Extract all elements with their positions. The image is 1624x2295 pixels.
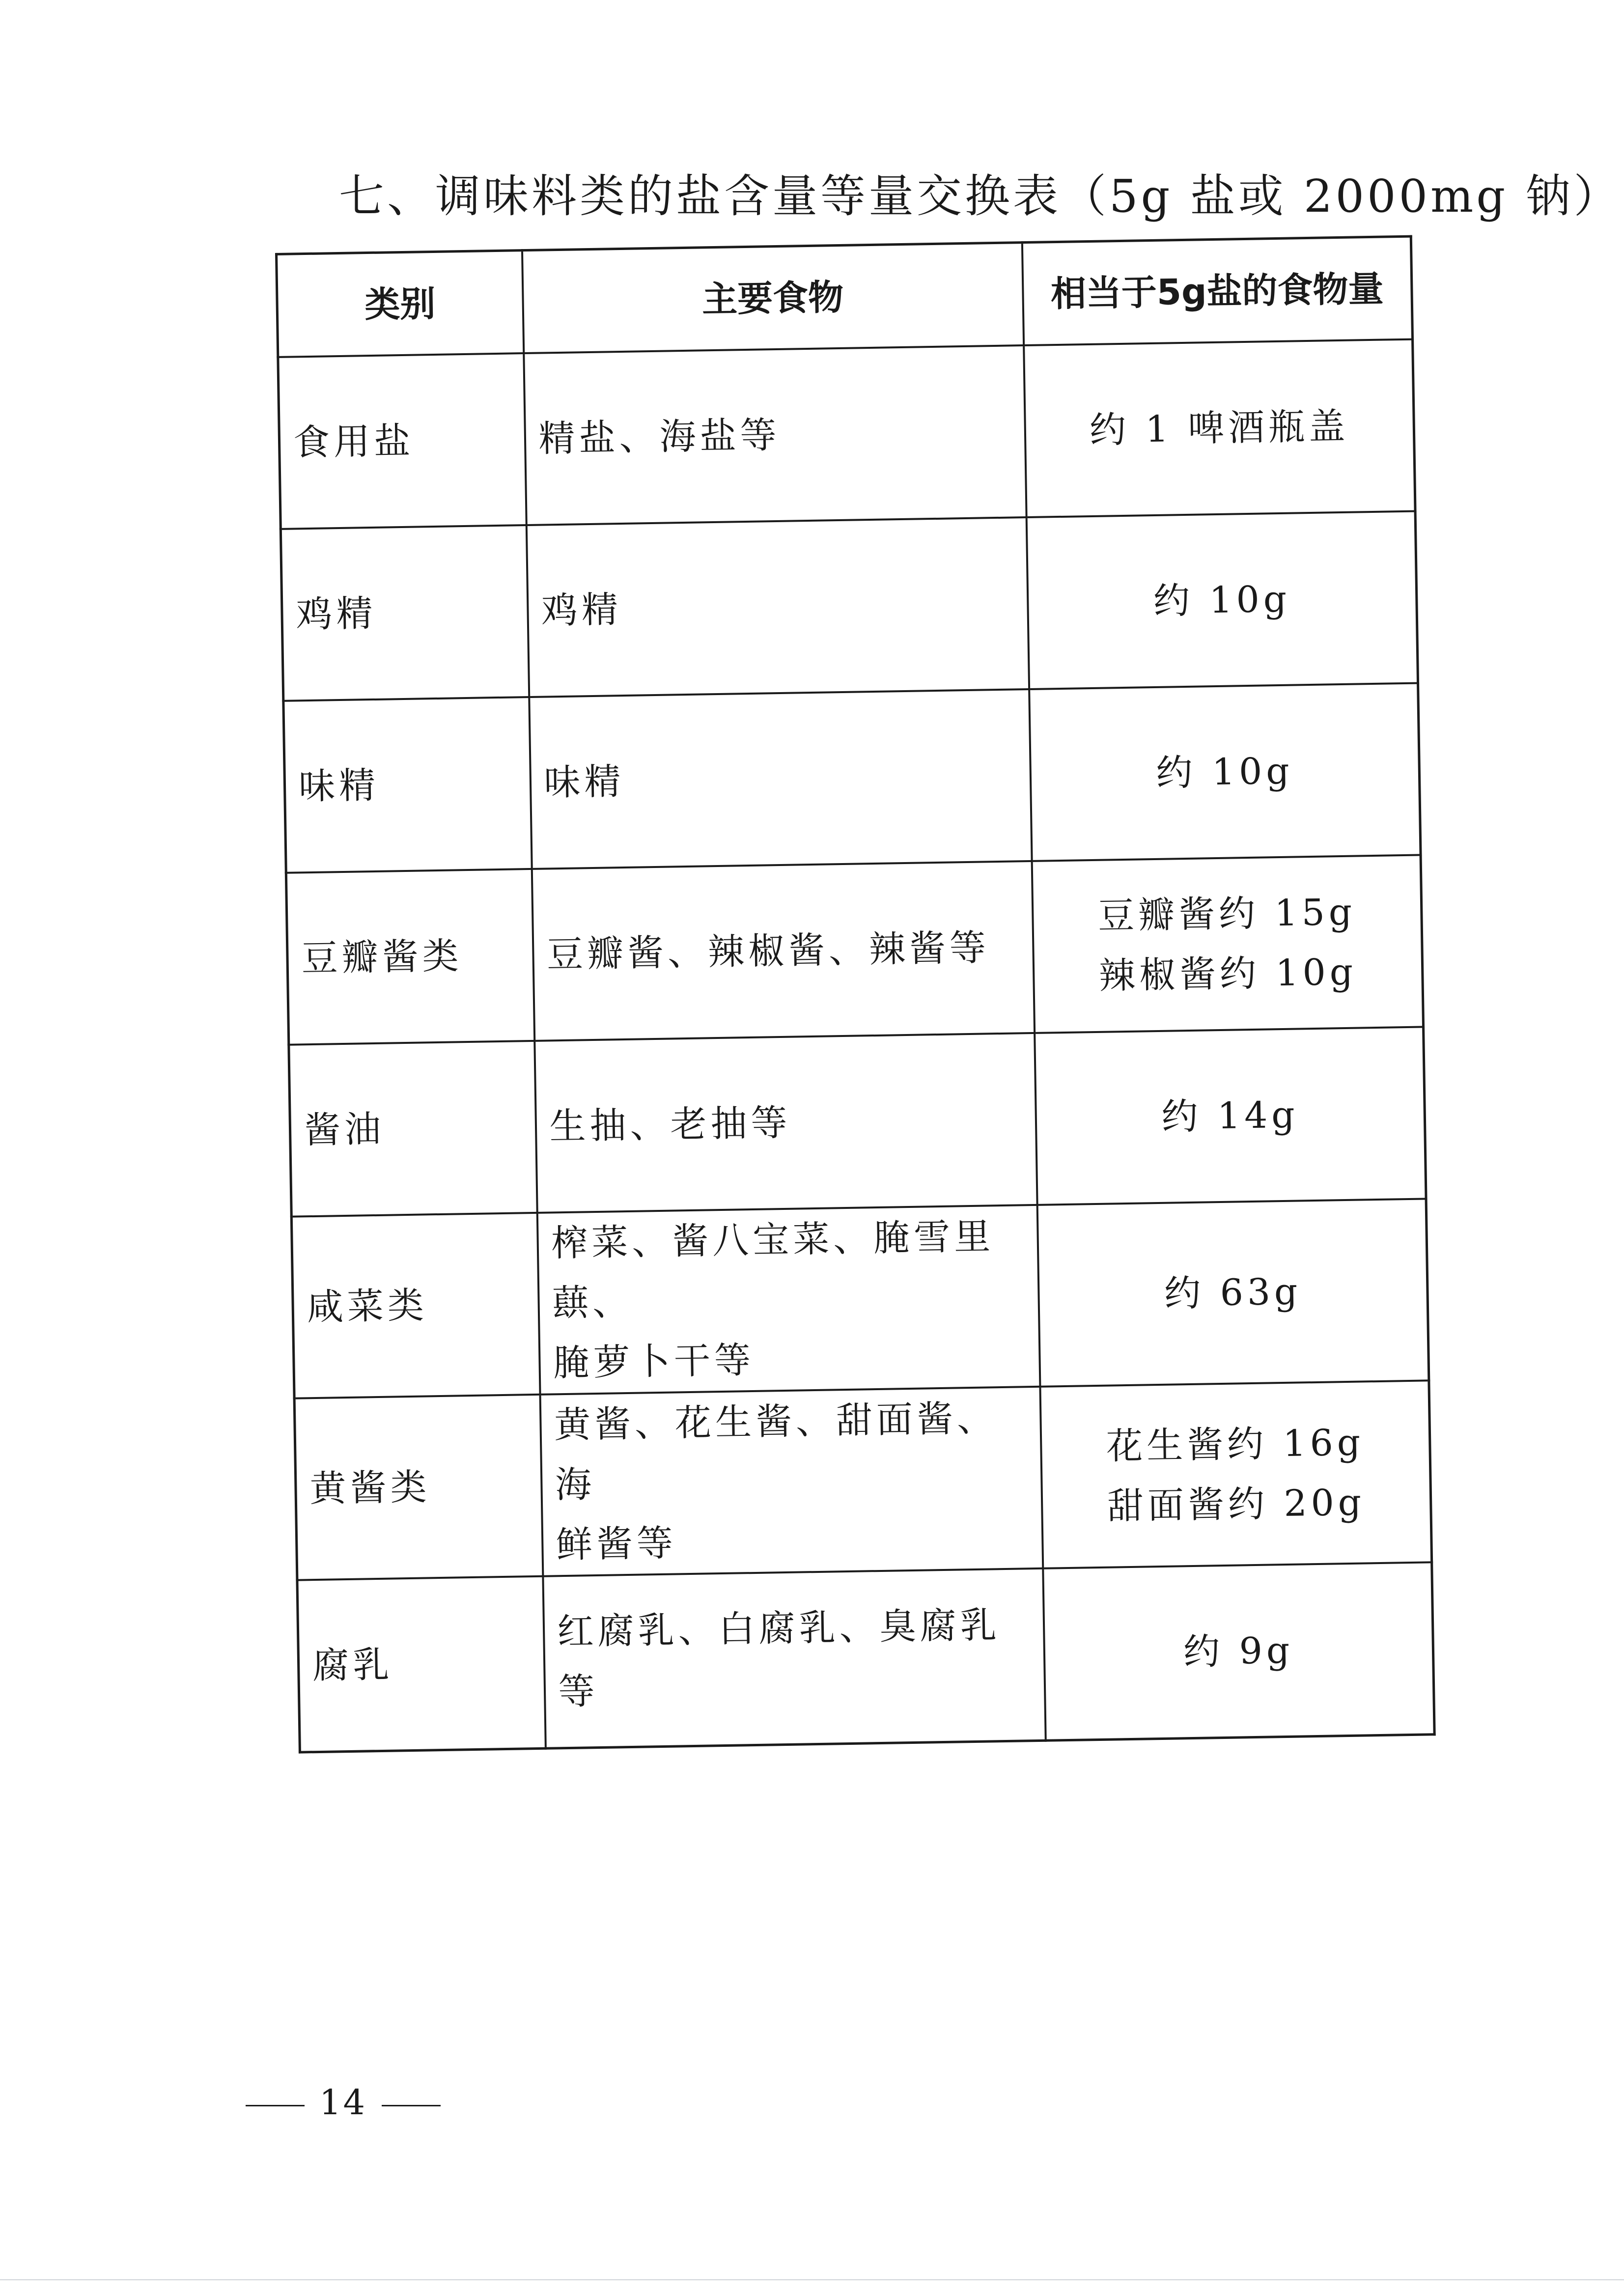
page-number [231, 2075, 455, 2129]
foods-line: 鸡精 [541, 588, 622, 632]
scan-edge-line [0, 2279, 1624, 2280]
amount-line: 甜面酱约 20g [1107, 1481, 1366, 1528]
category-cell: 黄酱类 [294, 1395, 543, 1580]
page-number-right-dash [382, 2105, 441, 2106]
page-title: 七、调味料类的盐含量等量交换表（5g 盐或 2000mg 钠） [339, 170, 1622, 223]
table-row [289, 1027, 1426, 1216]
foods-cell [534, 1033, 1037, 1213]
amount-line: 豆瓣酱约 15g [1097, 891, 1356, 937]
header-category: 类别 [277, 251, 524, 357]
table-header-row [277, 236, 1413, 357]
foods-line: 精盐、海盐等 [538, 414, 781, 460]
amount-line: 约 10g [1153, 578, 1291, 622]
amount-line: 约 10g [1155, 750, 1294, 794]
foods-line: 榨菜、酱八宝菜、腌雪里蕻、 [551, 1215, 995, 1325]
amount-cell [1040, 1380, 1432, 1568]
foods-cell [543, 1568, 1045, 1748]
foods-line: 黄酱、花生酱、甜面酱、海 [554, 1397, 998, 1507]
table-row [283, 683, 1421, 873]
table-row [286, 855, 1423, 1045]
category-cell: 腐乳 [297, 1576, 545, 1752]
foods-line: 鲜酱等 [556, 1522, 677, 1567]
amount-cell [1024, 339, 1415, 517]
header-amount: 相当于5g盐的食物量 [1022, 236, 1412, 345]
amount-cell [1035, 1027, 1426, 1204]
foods-line: 味精 [543, 760, 625, 804]
table-row [278, 339, 1415, 529]
foods-cell [537, 1205, 1040, 1395]
foods-cell [529, 689, 1032, 869]
table-row [280, 511, 1418, 701]
category-cell: 豆瓣酱类 [286, 869, 534, 1045]
salt-exchange-table [275, 235, 1436, 1754]
amount-cell [1026, 511, 1418, 689]
category-cell: 食用盐 [278, 353, 526, 529]
amount-line: 辣椒酱约 10g [1098, 951, 1357, 997]
amount-cell [1037, 1199, 1429, 1386]
foods-line: 红腐乳、白腐乳、臭腐乳等 [557, 1604, 1001, 1713]
foods-cell [524, 345, 1026, 525]
page-number-value: 14 [319, 2082, 367, 2123]
foods-line: 豆瓣酱、辣椒酱、辣酱等 [546, 926, 990, 976]
foods-line: 生抽、老抽等 [549, 1101, 792, 1148]
foods-cell [532, 861, 1034, 1041]
header-main-foods: 主要食物 [522, 243, 1023, 353]
amount-cell [1043, 1562, 1434, 1740]
foods-cell [526, 517, 1029, 697]
foods-cell [540, 1387, 1043, 1576]
category-cell: 味精 [283, 697, 532, 873]
amount-line: 约 9g [1183, 1629, 1294, 1674]
page-number-left-dash [246, 2105, 305, 2106]
table-row [297, 1562, 1434, 1752]
amount-cell [1032, 855, 1423, 1033]
category-cell: 酱油 [289, 1041, 537, 1217]
amount-line: 约 63g [1164, 1270, 1302, 1315]
category-cell: 咸菜类 [291, 1213, 540, 1399]
table-row [294, 1380, 1432, 1580]
amount-line: 约 1 啤酒瓶盖 [1089, 405, 1349, 451]
table-row [291, 1199, 1429, 1398]
category-cell: 鸡精 [280, 525, 529, 701]
amount-cell [1029, 683, 1421, 861]
table-container [275, 235, 1433, 1754]
foods-line: 腌萝卜干等 [553, 1339, 755, 1385]
amount-line: 花生酱约 16g [1106, 1421, 1365, 1468]
amount-line: 约 14g [1161, 1093, 1299, 1138]
